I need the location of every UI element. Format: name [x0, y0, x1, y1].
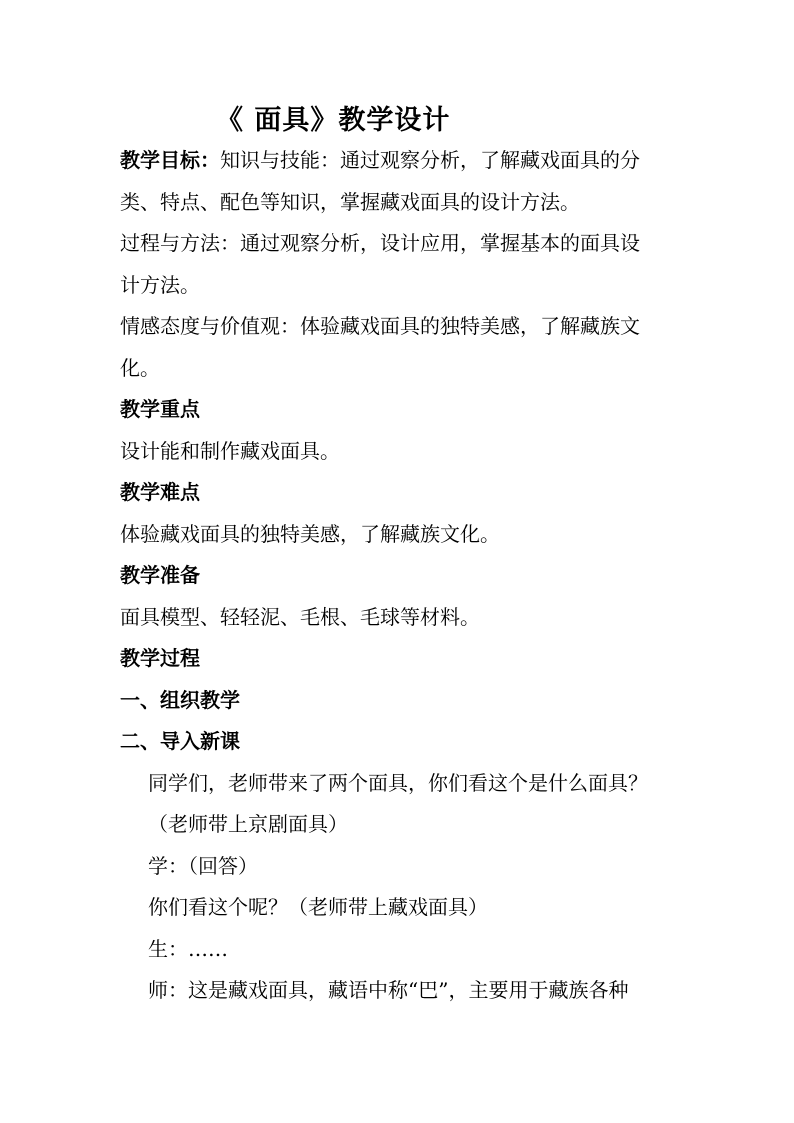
process-line: 你们看这个呢？（老师带上藏戏面具）: [148, 895, 488, 919]
process-line: 师：这是藏戏面具，藏语中称“巴”，主要用于藏族各种: [148, 978, 629, 1002]
difficulties-text: 体验藏戏面具的独特美感，了解藏族文化。: [120, 521, 500, 546]
key-points-text: 设计能和制作藏戏面具。: [120, 438, 340, 463]
key-points-heading: 教学重点: [120, 397, 200, 421]
objectives-line-2: 类、特点、配色等知识，掌握藏戏面具的设计方法。: [120, 189, 580, 214]
difficulties-heading: 教学难点: [120, 480, 200, 504]
preparation-text: 面具模型、轻轻泥、毛根、毛球等材料。: [120, 604, 480, 629]
objectives-label: 教学目标：: [120, 148, 220, 172]
process-line: 学：（回答）: [148, 853, 258, 878]
preparation-heading: 教学准备: [120, 563, 200, 587]
process-heading: 教学过程: [120, 646, 200, 670]
objectives-line-5: 情感态度与价值观：体验藏戏面具的独特美感，了解藏族文: [120, 314, 640, 338]
objectives-line-6: 化。: [120, 355, 160, 380]
process-line: 生：……: [148, 936, 228, 961]
objectives-text-1: 知识与技能：通过观察分析，了解藏戏面具的分: [220, 148, 640, 172]
process-step-1: 一、组织教学: [120, 687, 240, 712]
document-title: 《 面具》教学设计: [216, 105, 451, 136]
objectives-line-4: 计方法。: [120, 272, 200, 297]
objectives-line-1: [120, 140, 680, 182]
process-line: 同学们，老师带来了两个面具，你们看这个是什么面具？: [148, 770, 648, 795]
objectives-line-3: 过程与方法：通过观察分析，设计应用，掌握基本的面具设: [120, 231, 640, 255]
process-line: （老师带上京剧面具）: [148, 812, 348, 836]
document-body: [120, 140, 680, 1012]
process-step-2: 二、导入新课: [120, 729, 240, 753]
